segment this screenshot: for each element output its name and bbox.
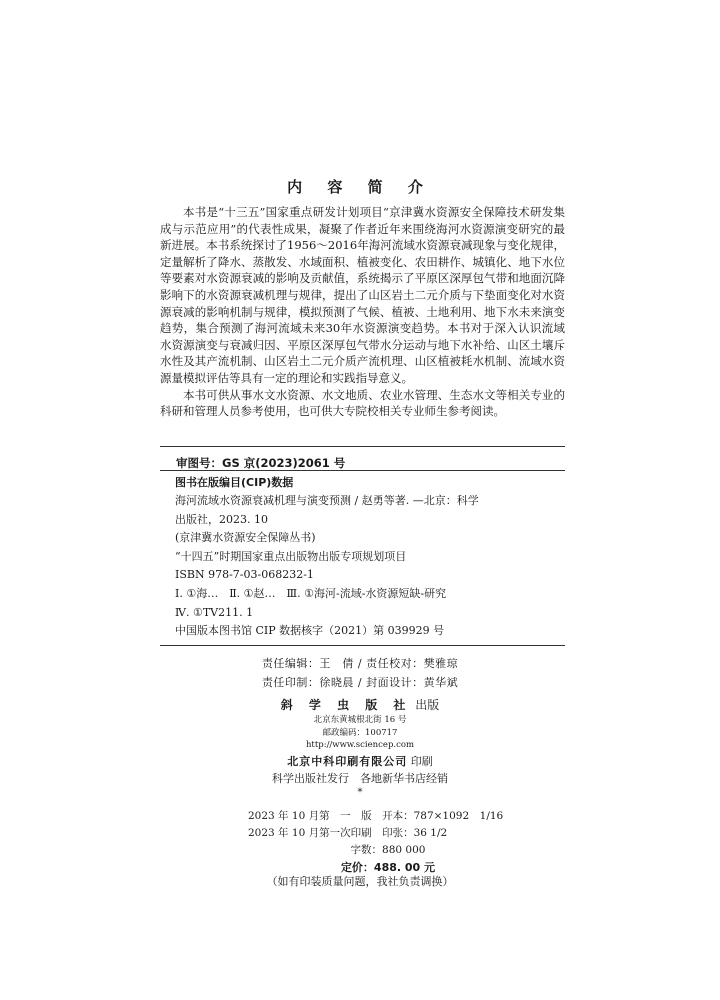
intro-title: 内 容 简 介 [287,178,433,196]
credits-line-1: 责任编辑：王 倩 / 责任校对：樊雅琼 [261,657,459,670]
quality-notice: （如有印装质量问题，我社负责调换） [266,875,454,888]
intro-paragraph-2: 本书可供从事水文水资源、水文地质、农业水管理、生态水文等相关专业的科研和管理人员参考使用，也可供大专院校相关专业师生参考阅读。 [160,387,565,419]
publisher-url: http://www.sciencep.com [305,740,415,750]
price: 定价：488. 00 元 [340,861,436,874]
publisher-address: 北京东黄城根北街 16 号 [313,715,407,725]
intro-body [160,204,565,420]
divider-top [160,446,565,447]
map-review-number: 审图号：GS 京(2023)2061 号 [176,456,346,470]
publisher-name-row [0,696,720,714]
printer-suffix: 印刷 [410,754,433,768]
distribution: 科学出版社发行 各地新华书店经销 [272,771,448,785]
divider-review [160,470,565,471]
credits-line-2: 责任印制：徐晓晨 / 封面设计：黄华斌 [261,676,459,689]
cip-line: 出版社，2023. 10 [175,512,268,526]
word-count: 字数：880 000 [350,844,426,856]
cip-line: Ⅳ. ①TV211. 1 [175,605,254,619]
first-edition: 2023 年 10 月第 一 版 开本：787×1092 1/16 [248,810,504,822]
printer-name: 北京中科印刷有限公司 [287,754,408,768]
editorial-credits [0,654,720,692]
publisher-name: 斜 学 虫 版 社 [280,698,412,712]
publisher-name-suffix: 出版 [415,698,440,712]
separator-asterisk: * [357,786,363,798]
publisher-postcode: 邮政编码：100717 [322,727,398,738]
cip-heading: 图书在版编目(CIP)数据 [175,476,294,489]
cip-data [175,474,565,641]
cip-line: (京津冀水资源安全保障丛书) [175,531,316,545]
divider-cip [160,645,565,646]
cip-line: “十四五”时期国家重点出版物出版专项规划项目 [175,549,407,563]
cip-line: 海河流域水资源衰减机理与演变预测 / 赵勇等著. —北京：科学 [175,494,479,507]
cip-line: Ⅰ. ①海… Ⅱ. ①赵… Ⅲ. ①海河-流域-水资源短缺-研究 [175,586,447,600]
first-printing: 2023 年 10 月第一次印刷 印张：36 1/2 [248,827,448,839]
cip-line: ISBN 978-7-03-068232-1 [175,568,314,582]
intro-paragraph-1: 本书是“十三五”国家重点研发计划项目“京津冀水资源安全保障技术研发集成与示范应用”的代表性成果，凝聚了作者近年来围绕海河水资源演变研究的最新进展。本书系统探讨了1956～2016年海河流域水资源衰减现象与变化规律，定量解析了降水、蒸散发、水域面积、植被变化、农田耕作、城镇化、地下水位等要素对水资源衰减的影响及贡献值，系统揭示了平原区深厚包气带和地面沉降影响下的水资源衰减机理与规律，提出了山区岩土二元介质与下垫面变化对水资源衰减的影响机制与规律，模拟预测了气候、植被、土地利用、地下水未来演变趋势，集合预测了海河流域未来30年水资源演变趋势。本书对于深入认识流域水资源演变与衰减归因、平原区深厚包气带水分运动与地下水补给、山区土壤斥水性及其产流机制、山区岩土二元介质产流机理、山区植被耗水机制、流域水资源量模拟评估等具有一定的理论和实践指导意义。 [160,205,565,385]
printer-row [0,753,720,771]
cip-line: 中国版本图书馆 CIP 数据核字（2021）第 039929 号 [175,624,445,638]
publisher-info [0,696,720,799]
edition-info [248,808,528,876]
